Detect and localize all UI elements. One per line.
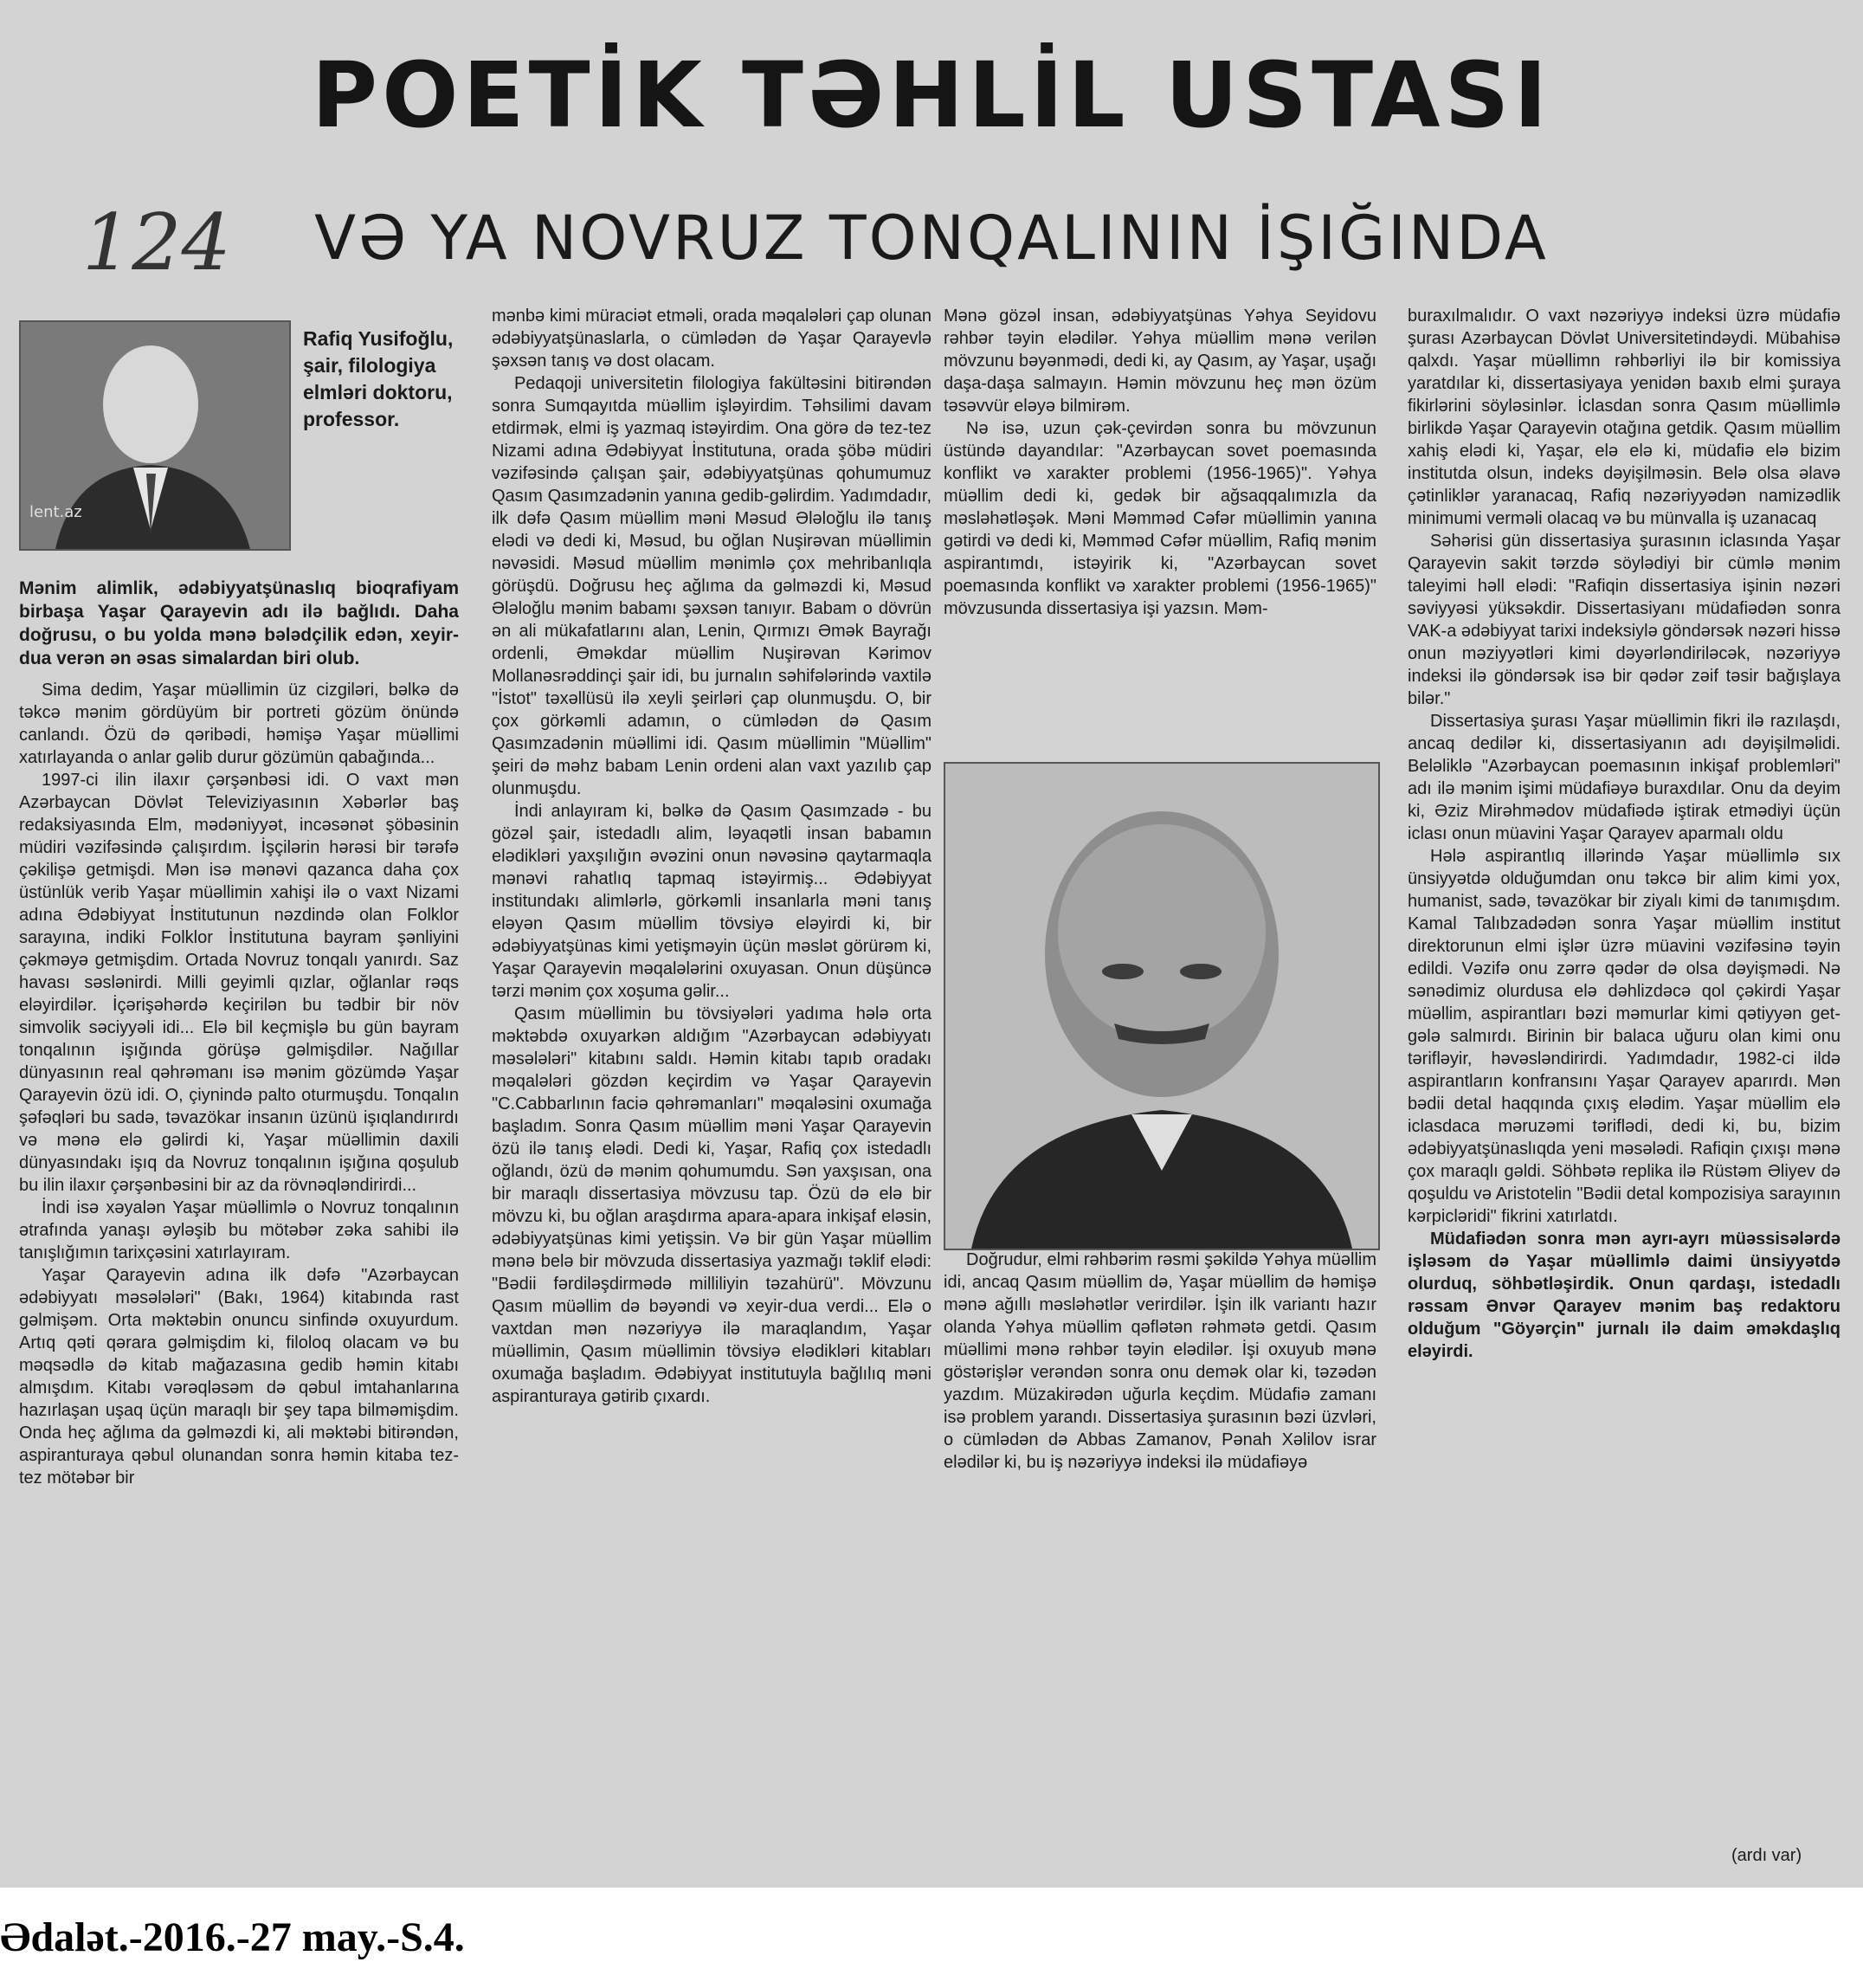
- yashar-qarayev-photo: [944, 762, 1380, 1250]
- article-column-1: [19, 305, 459, 1846]
- article-column-2: [492, 305, 932, 1846]
- handwritten-page-number: 124: [82, 197, 231, 288]
- author-info: Rafiq Yusifoğlu, şair, filologiya elmləri doktoru, professor.: [303, 327, 454, 430]
- source-citation: Ədalət.-2016.-27 may.-S.4.: [0, 1914, 465, 1960]
- paragraph: Mənə gözəl insan, ədəbiyyatşünas Yəhya Seyidovu rəhbər təyin elədilər. Yəhya müəllim mənə verilən mövzunu bəyənmədi, dedi ki, ay Qasım, ay Yaşar, uşağı daşa-daşa salmayın. Həmin mövzunu heç mən özüm təsəvvür eləyə bilmirəm.: [944, 307, 1376, 416]
- photo-watermark: lent.az: [29, 503, 82, 521]
- paragraph: Nə isə, uzun çək-çevirdən sonra bu mövzunun üstündə dayandılar: "Azərbaycan sovet poemasında konflikt və xarakter problemi (1956-1965)". Yəhya müəllim dedi ki, gedək bir ağsaqqalımızla da məsləhətləşək. Məni Məmməd Cəfər müəllimin yanına gətirdi və dedi ki, Məmməd Cəfər müəllim, Rafiq mənim aspirantımdı, istəyirik ki, "Azərbaycan sovet poemasında konflikt və xarakter problemi (1956-1965)" mövzusunda dissertasiya işi yazsın. Məm-: [944, 419, 1376, 618]
- paragraph: İndi anlayıram ki, bəlkə də Qasım Qasımzadə - bu gözəl şair, istedadlı alim, ləyaqətli insan babamın elədikləri yaxşılığın əvəzini onun nəvəsinə qaytarmaqla mənəvi rahatlıq tapmaq istəyirmiş... Ədəbiyyat institundakı alimlərlə, görkəmli insanlarla məni tanış eləyən Qasım müəllim tövsiyə eləyirdi ki, bir ədəbiyyatşünas kimi yetişməyin üçün məslət görürəm ki, Yaşar Qarayevin məqalələrini oxuyasan. Onun düşüncə tərzi mənim çox xoşuma gəlir...: [492, 802, 932, 1001]
- article-lead: Mənim alimlik, ədəbiyyatşünaslıq bioqrafiyam birbaşa Yaşar Qarayevin adı ilə bağlıdı. Daha doğrusu, o bu yolda mənə bələdçilik edən, xeyir-dua verən ən əsas simalardan biri olub.: [19, 578, 459, 668]
- author-photo: [19, 320, 291, 551]
- paragraph: Səhərisi gün dissertasiya şurasının iclasında Yaşar Qarayevin sakit tərzdə söylədiyi bir cümlə mənim taleyimi həll elədi: "Rafiqin dissertasiya işinin nəzəri səviyyəsi yüksəkdir. Dissertasiyanı müdafiədən sonra VAK-a ədəbiyyat tarixi indeksiylə göndərsək nəzəri hissə onun məziyyətləri kimi dəyərləndiriləcək, nəzəriyyə indeksi ilə göndərsək isə bir qədər zəif təsir bağışlaya bilər.": [1408, 532, 1840, 708]
- paragraph: Doğrudur, elmi rəhbərim rəsmi şəkildə Yəhya müəllim idi, ancaq Qasım müəllim də, Yaşar müəllim də həmişə mənə ağıllı məsləhətlər verirdilər. İşin ilk variantı hazır olanda Yəhya müəllim qəflətən rəhmətə getdi. Qasım müəllimi mənə rəhbər təyin elədilər. İşi oxuyub mənə göstərişlər verəndən sonra onu demək olar ki, təzədən yazdım. Müzakirədən uğurla keçdim. Müdafiə zamanı isə problem yarandı. Dissertasiya şurasının bəzi üzvləri, o cümlədən də Abbas Zamanov, Pənah Xəlilov israr elədilər ki, bu iş nəzəriyyə indeksi ilə müdafiəyə: [944, 1250, 1376, 1472]
- subheadline: VƏ YA NOVRUZ TONQALININ İŞIĞINDA: [314, 203, 1549, 274]
- paragraph: Dissertasiya şurası Yaşar müəllimin fikri ilə razılaşdı, ancaq dedilər ki, dissertasiyanın adı dəyişilməlidi. Beləliklə "Azərbaycan poemasının inkişaf problemləri" adı ilə mənim işimi müdafiəyə buraxdılar. Onu da deyim ki, Əziz Mirəhmədov müdafiədə iştirak etmədiyi üçün iclası onun müavini Yaşar Qarayev aparmalı oldu: [1408, 712, 1840, 843]
- article-column-4: [1408, 305, 1840, 1846]
- paragraph: 1997-ci ilin ilaxır çərşənbəsi idi. O vaxt mən Azərbaycan Dövlət Televiziyasının Xəbərlər baş redaksiyasında Elm, mədəniyyət, incəsənət şöbəsinin müdiri vəzifəsində çalışırdım. İşçilərin hərəsi bir tərəfə çəkilişə getmişdi. Mən isə mənəvi qazanca daha çox üstünlük verib Yaşar müəllimin xahişi ilə o vaxt Nizami adına Ədəbiyyat İnstitutunun nəzdində olan Folklor sarayına, indiki Folklor İnstitutuna bayram şənliyini çəkməyə getmişdim. Ortada Novruz tonqalı yanırdı. Saz havası səslənirdi. Milli geyimli qızlar, oğlanlar rəqs eləyirdilər. İçərişəhərdə keçirilən bu tədbir bir növ simvolik səciyyəli idi... Elə bil keçmişlə bu gün bayram tonqalının işığında görüşə gəlmişdilər. Nağıllar dünyasının real qəhrəmanı isə mənim gözümdə Yaşar Qarayevin özü idi. O, çiynində palto oturmuşdu. Tonqalın şəfəqləri bu sadə, təvazökar insanın üzünü işıqlandırırdı və mənə elə gəlirdi ki, Yaşar müəllimin daxili dünyasındakı işıq da Novruz tonqalının işığına qoşulub bu ilin ilaxır çərşənbəsini bir az da rövnəqləndirirdi...: [19, 771, 459, 1195]
- paragraph: Sima dedim, Yaşar müəllimin üz cizgiləri, bəlkə də təkcə mənim gördüyüm bir portreti gözüm önündə canlandı. Özü də qəribədi, həmişə Yaşar müəllimi xatırlayanda o anlar gəlib durur gözümün qabağında...: [19, 681, 459, 767]
- portrait-image: [945, 764, 1378, 1249]
- closing-paragraph: Müdafiədən sonra mən ayrı-ayrı müəssisələrdə işləsəm də Yaşar müəllimlə daimi ünsiyyətdə olurduq, söhbətləşirdik. Onun qardaşı, istedadlı rəssam Ənvər Qarayev mənim baş redaktoru olduğum "Göyərçin" jurnalı ilə daim əməkdaşlıq eləyirdi.: [1408, 1230, 1840, 1361]
- paragraph: Qasım müəllimin bu tövsiyələri yadıma hələ orta məktəbdə oxuyarkən aldığım "Azərbaycan ədəbiyyatı məsələləri" kitabını saldı. Həmin kitabı tapıb oradakı məqalələri gözdən keçirdim və Yaşar Qarayevin "C.Cabbarlının faciə qəhrəmanları" məqaləsini oxumağa başladım. Sonra Qasım müəllim məni Yaşar Qarayevin özü ilə tanış elədi. Dedi ki, Yaşar, Rafiq çox istedadlı oğlandı, özü də mənim qohumumdu. Sən yaxşısan, ona bir maraqlı dissertasiya mövzusu tap. Özü də elə bir mövzu ki, bu oğlan araşdırma apara-apara inkişaf eləsin, ədəbiyyatşünas kimi yetişsin. Və bir gün Yaşar müəllim mənə belə bir mövzuda dissertasiya yazmağı təklif elədi: "Bədii fərdiləşdirmədə milliliyin təzahürü". Mövzunu Qasım müəllim də bəyəndi və xeyir-dua verdi... Elə o vaxtdan mən nəzəriyyə ilə maraqlandım, Yaşar müəllimin, Qasım müəllimin tövsiyə elədikləri kitabları oxumağa başladım. Ədəbiyyat institutuyla bağlılıq məni aspiranturaya gətirib çıxardı.: [492, 1004, 932, 1406]
- headline: POETİK TƏHLİL USTASI: [311, 42, 1552, 148]
- continued-note: (ardı var): [1731, 1846, 1802, 1865]
- paragraph: buraxılmalıdır. O vaxt nəzəriyyə indeksi üzrə müdafiə şurası Azərbaycan Dövlət Universitetindəydi. Mübahisə qalxdı. Yaşar müəllimn rəhbərliyi ilə bir komissiya yaratdılar ki, dissertasiyaya yenidən baxıb elmi şuraya fikirlərini söyləsinlər. İclasdan sonra Qasım müəllimlə birlikdə Yaşar Qarayevin otağına getdik. Qasım müəllim xahiş elədi ki, Yaşar, elə elə ki, müdafiə elə bizim institutda olsun, indeks dəyişilməsin. Belə olsa əlavə çətinliklər yaranacaq, Rafiq nəzəriyyədən namizədlik minimumi verməli olacaq və bu münvalla iş uzanacaq: [1408, 307, 1840, 528]
- paragraph: Yaşar Qarayevin adına ilk dəfə "Azərbaycan ədəbiyyatı məsələləri" (Bakı, 1964) kitabında rast gəlmişəm. Orta məktəbin onuncu sinfində oxuyurdum. Artıq qəti qərara gəlmişdim ki, filoloq olacam və bu məqsədlə də kitab mağazasına gedib həmin kitabı almışdım. Kitabı vərəqləsəm də qəbul imtahanlarına hazırlaşan uşaq üçün maraqlı bir şey tapa bilməmişdim. Onda heç ağlıma da gəlməzdi ki, ali məktəbi bitirəndən, aspiranturaya qəbul olunandan sonra həmin kitaba tez-tez mötəbər bir: [19, 1266, 459, 1488]
- paragraph: Hələ aspirantlıq illərində Yaşar müəllimlə sıx ünsiyyətdə olduğumdan onu təkcə bir alim kimi yox, humanist, sadə, təvazökar bir ziyalı kimi də tanımışdım. Kamal Talıbzadədən sonra Yaşar müəllim institut direktorunun elmi işlər üzrə müavini vəzifəsinə təyin edildi. Vəzifə onu zərrə qədər də olsa dəyişmədi. Nə sənədimiz olurdusa elə dəhlizdəcə qol çəkirdi Yaşar müəllim, aspirantları bəzi məmurlar kimi qətiyyən get-gələ salmırdı. Birinin bir balaca uğuru olan kimi onu tərifləyir, həvəsləndirirdi. Yadımdadır, 1982-ci ildə aspirantların konfransını Yaşar Qarayev aparırdı. Mən bədii detal haqqında çıxış elədim. Yaşar müəllim elə iclasdaca məruzəmi təriflədi, dedi ki, bu, bizim ədəbiyyatşünaslıqda yeni məsələdi. Rafiqin çıxışı mənə çox maraqlı gəldi. Söhbətə replika ilə Rüstəm Əliyev də qoşuldu və Aristotelin "Bədii detal kompozisiya sarayının kərpicləridi" fikrini xatırlatdı.: [1408, 847, 1840, 1226]
- paragraph: İndi isə xəyalən Yaşar müəllimlə o Novruz tonqalının ətrafında yanaşı əyləşib bu mötəbər zəka sahibi ilə tanışlığımın tarixçəsini xatırlayıram.: [19, 1198, 459, 1262]
- author-box: [19, 305, 459, 565]
- paragraph: Pedaqoji universitetin filologiya fakültəsini bitirəndən sonra Sumqayıtda müəllim işləyirdim. Təhsilimi davam etdirmək, elmi iş yazmaq istəyirdim. Ona görə də tez-tez Nizami adına Ədəbiyyat İnstitutuna, orada şöbə müdiri vəzifəsində çalışan şair, ədəbiyyatşünas qohumumuz Qasım Qasımzadənin yanına gedib-gəlirdim. Yadımdadır, ilk dəfə Qasım müəllim məni Məsud Ələloğlu ilə tanış elədi və dedi ki, Məsud, bu oğlan Nuşirəvan müəllimin nəvəsidi. Məsud müəllim mənimlə çox mehribanlıqla görüşdü. Doğrusu heç ağlıma da gəlməzdi ki, Məsud Ələloğlu mənim babamı şəxsən tanıyır. Babam o dövrün ən ali mükafatlarını alan, Lenin, Qırmızı Əmək Bayrağı ordenli, Əməkdar müəllim Nuşirəvan Kərimov Mollanəsrəddinçi şair idi, bu jurnalın səhifələrində vaxtilə "İstot" təxəllüsü ilə xeyli şeirləri çap olunmuşdu. O, bir çox görkəmli adamın, o cümlədən də Qasım Qasımzadənin müəllimi idi. Qasım müəllimin "Müəllim" şeiri də məhz babam Lenin ordeni alan vaxt yazılıb çap olunmuşdu.: [492, 374, 932, 798]
- author-portrait-image: [21, 322, 289, 549]
- paragraph: mənbə kimi müraciət etməli, orada məqalələri çap olunan ədəbiyyatşünaslarla, o cümlədən də Yaşar Qarayevlə şəxsən tanış və dost olacam.: [492, 307, 932, 371]
